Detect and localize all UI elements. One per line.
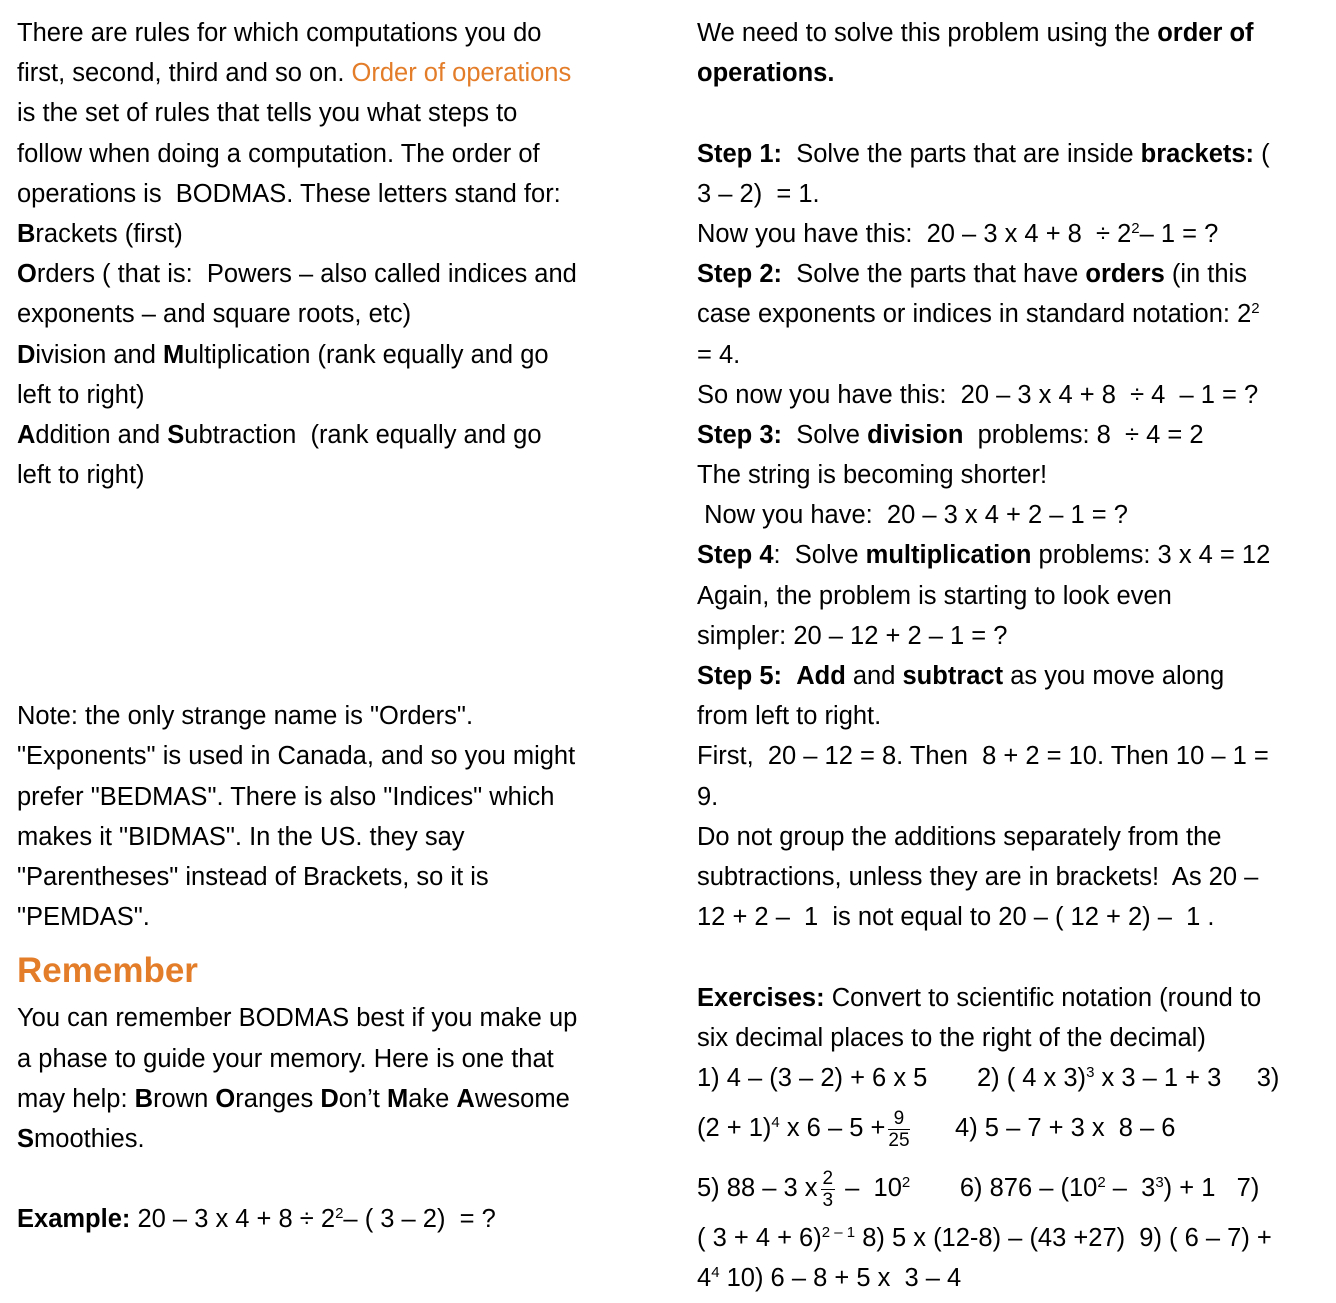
intro-line: follow when doing a computation. The order of <box>17 139 540 168</box>
step-2-now: So now you have this: 20 – 3 x 4 + 8 ÷ 4 – 1 = ? <box>697 380 1259 409</box>
step-4: Step 4: Solve multiplication problems: 3 x 4 = 12 <box>697 541 1271 570</box>
note-line: makes it "BIDMAS". In the US. they say <box>17 822 465 851</box>
intro-line: operations. <box>697 59 835 88</box>
right-column <box>697 13 1322 1298</box>
step-1: Step 1: Solve the parts that are inside brackets: ( <box>697 139 1270 168</box>
mnemonic-line: may help: Brown Oranges Don’t Make Awesome <box>17 1084 570 1113</box>
step-1-cont: 3 – 2) = 1. <box>697 179 820 208</box>
exercise-line: ( 3 + 4 + 6)$^{2 - 1}$ 8) 5 x (12-8) – (43 +27) 9) ( 6 – 7) + <box>697 1224 1272 1253</box>
step-2-cont: case exponents or indices in standard notation: $2^2$ <box>697 300 1260 329</box>
bodmas-brackets: Brackets (first) <box>17 219 183 248</box>
intro-line: operations is BODMAS. These letters stand for: <box>17 179 561 208</box>
exercise-line: 5) 88 – 3 x $\frac{2}{3}$ – $10^2$ 6) $876 - (10^2 - 3^3) + 1$ 7) <box>697 1167 1260 1211</box>
warning-line: subtractions, unless they are in brackets! As 20 – <box>697 862 1259 891</box>
note-line: prefer "BEDMAS". There is also "Indices" which <box>17 782 555 811</box>
intro-line: first, second, third and so on. Order of operations <box>17 59 572 88</box>
step-3-cont: The string is becoming shorter! <box>697 461 1048 490</box>
exercises-cont: six decimal places to the right of the decimal) <box>697 1023 1206 1052</box>
bodmas-addition-subtraction: Addition and Subtraction (rank equally and go <box>17 420 542 449</box>
note-line: "Parentheses" instead of Brackets, so it is <box>17 863 489 891</box>
remember-line: You can remember BODMAS best if you make up <box>17 1004 578 1033</box>
step-5-cont: 9. <box>697 782 719 811</box>
mnemonic-line: Smoothies. <box>17 1124 145 1153</box>
step-3-now: Now you have: 20 – 3 x 4 + 2 – 1 = ? <box>697 501 1128 530</box>
note-line: "Exponents" is used in Canada, and so you might <box>17 742 576 771</box>
bodmas-orders-cont: exponents – and square roots, etc) <box>17 300 412 329</box>
step-5-cont: First, 20 – 12 = 8. Then 8 + 2 = 10. Then 10 – 1 = <box>697 742 1269 771</box>
step-2: Step 2: Solve the parts that have orders (in this <box>697 260 1247 289</box>
bodmas-dm-cont: left to right) <box>17 380 145 409</box>
remember-line: a phase to guide your memory. Here is one that <box>17 1044 554 1073</box>
exercise-line: $4^4$ 10) 6 – 8 + 5 x 3 – 4 <box>697 1264 962 1293</box>
fraction: $\frac{2}{3}$ <box>822 1167 834 1211</box>
bodmas-orders: Orders ( that is: Powers – also called indices and <box>17 260 577 289</box>
left-column <box>17 13 642 1240</box>
exercise-line: $(2 + 1)^4$ x 6 – 5 + $\frac{9}{25}$ 4) 5 – 7 + 3 x 8 – 6 <box>697 1107 1176 1151</box>
step-1-now: Now you have this: 20 – 3 x $4 + 8 \div 2^2-$ 1 = ? <box>697 219 1219 248</box>
bodmas-division-multiplication: Division and Multiplication (rank equally and go <box>17 340 549 369</box>
intro-line: There are rules for which computations you do <box>17 19 542 47</box>
order-of-operations-link[interactable]: Order of operations <box>351 59 572 88</box>
step-4-cont: Again, the problem is starting to look even <box>697 581 1172 610</box>
remember-heading: Remember <box>17 951 198 991</box>
step-5: Step 5: Add and subtract as you move along <box>697 662 1225 690</box>
fraction: $\frac{9}{25}$ <box>888 1107 910 1151</box>
exercise-line: 1) 4 – (3 – 2) + 6 x 5 2) ( 4 x 3)$^3$ x 3 – 1 + 3 3) <box>697 1063 1280 1092</box>
note-line: "PEMDAS". <box>17 903 150 932</box>
bodmas-as-cont: left to right) <box>17 461 145 490</box>
example-line: Example: 20 – 3 x $4 + 8 \div 2^2-$ ( 3 – 2) = ? <box>17 1205 496 1234</box>
warning-line: Do not group the additions separately from the <box>697 822 1222 851</box>
warning-line: 12 + 2 – 1 is not equal to 20 – ( 12 + 2) – 1 . <box>697 903 1215 932</box>
example-label: Example: <box>17 1205 131 1234</box>
step-3: Step 3: Solve division problems: 8 ÷ 4 = 2 <box>697 420 1204 449</box>
note-line: Note: the only strange name is "Orders". <box>17 702 474 731</box>
intro-line: We need to solve this problem using the order of <box>697 19 1254 47</box>
exercises-heading: Exercises: Convert to scientific notation (round to <box>697 983 1262 1012</box>
step-2-cont: = 4. <box>697 340 741 369</box>
step-4-cont: simpler: 20 – 12 + 2 – 1 = ? <box>697 621 1008 650</box>
intro-line: is the set of rules that tells you what steps to <box>17 99 518 128</box>
step-5-cont: from left to right. <box>697 702 882 731</box>
